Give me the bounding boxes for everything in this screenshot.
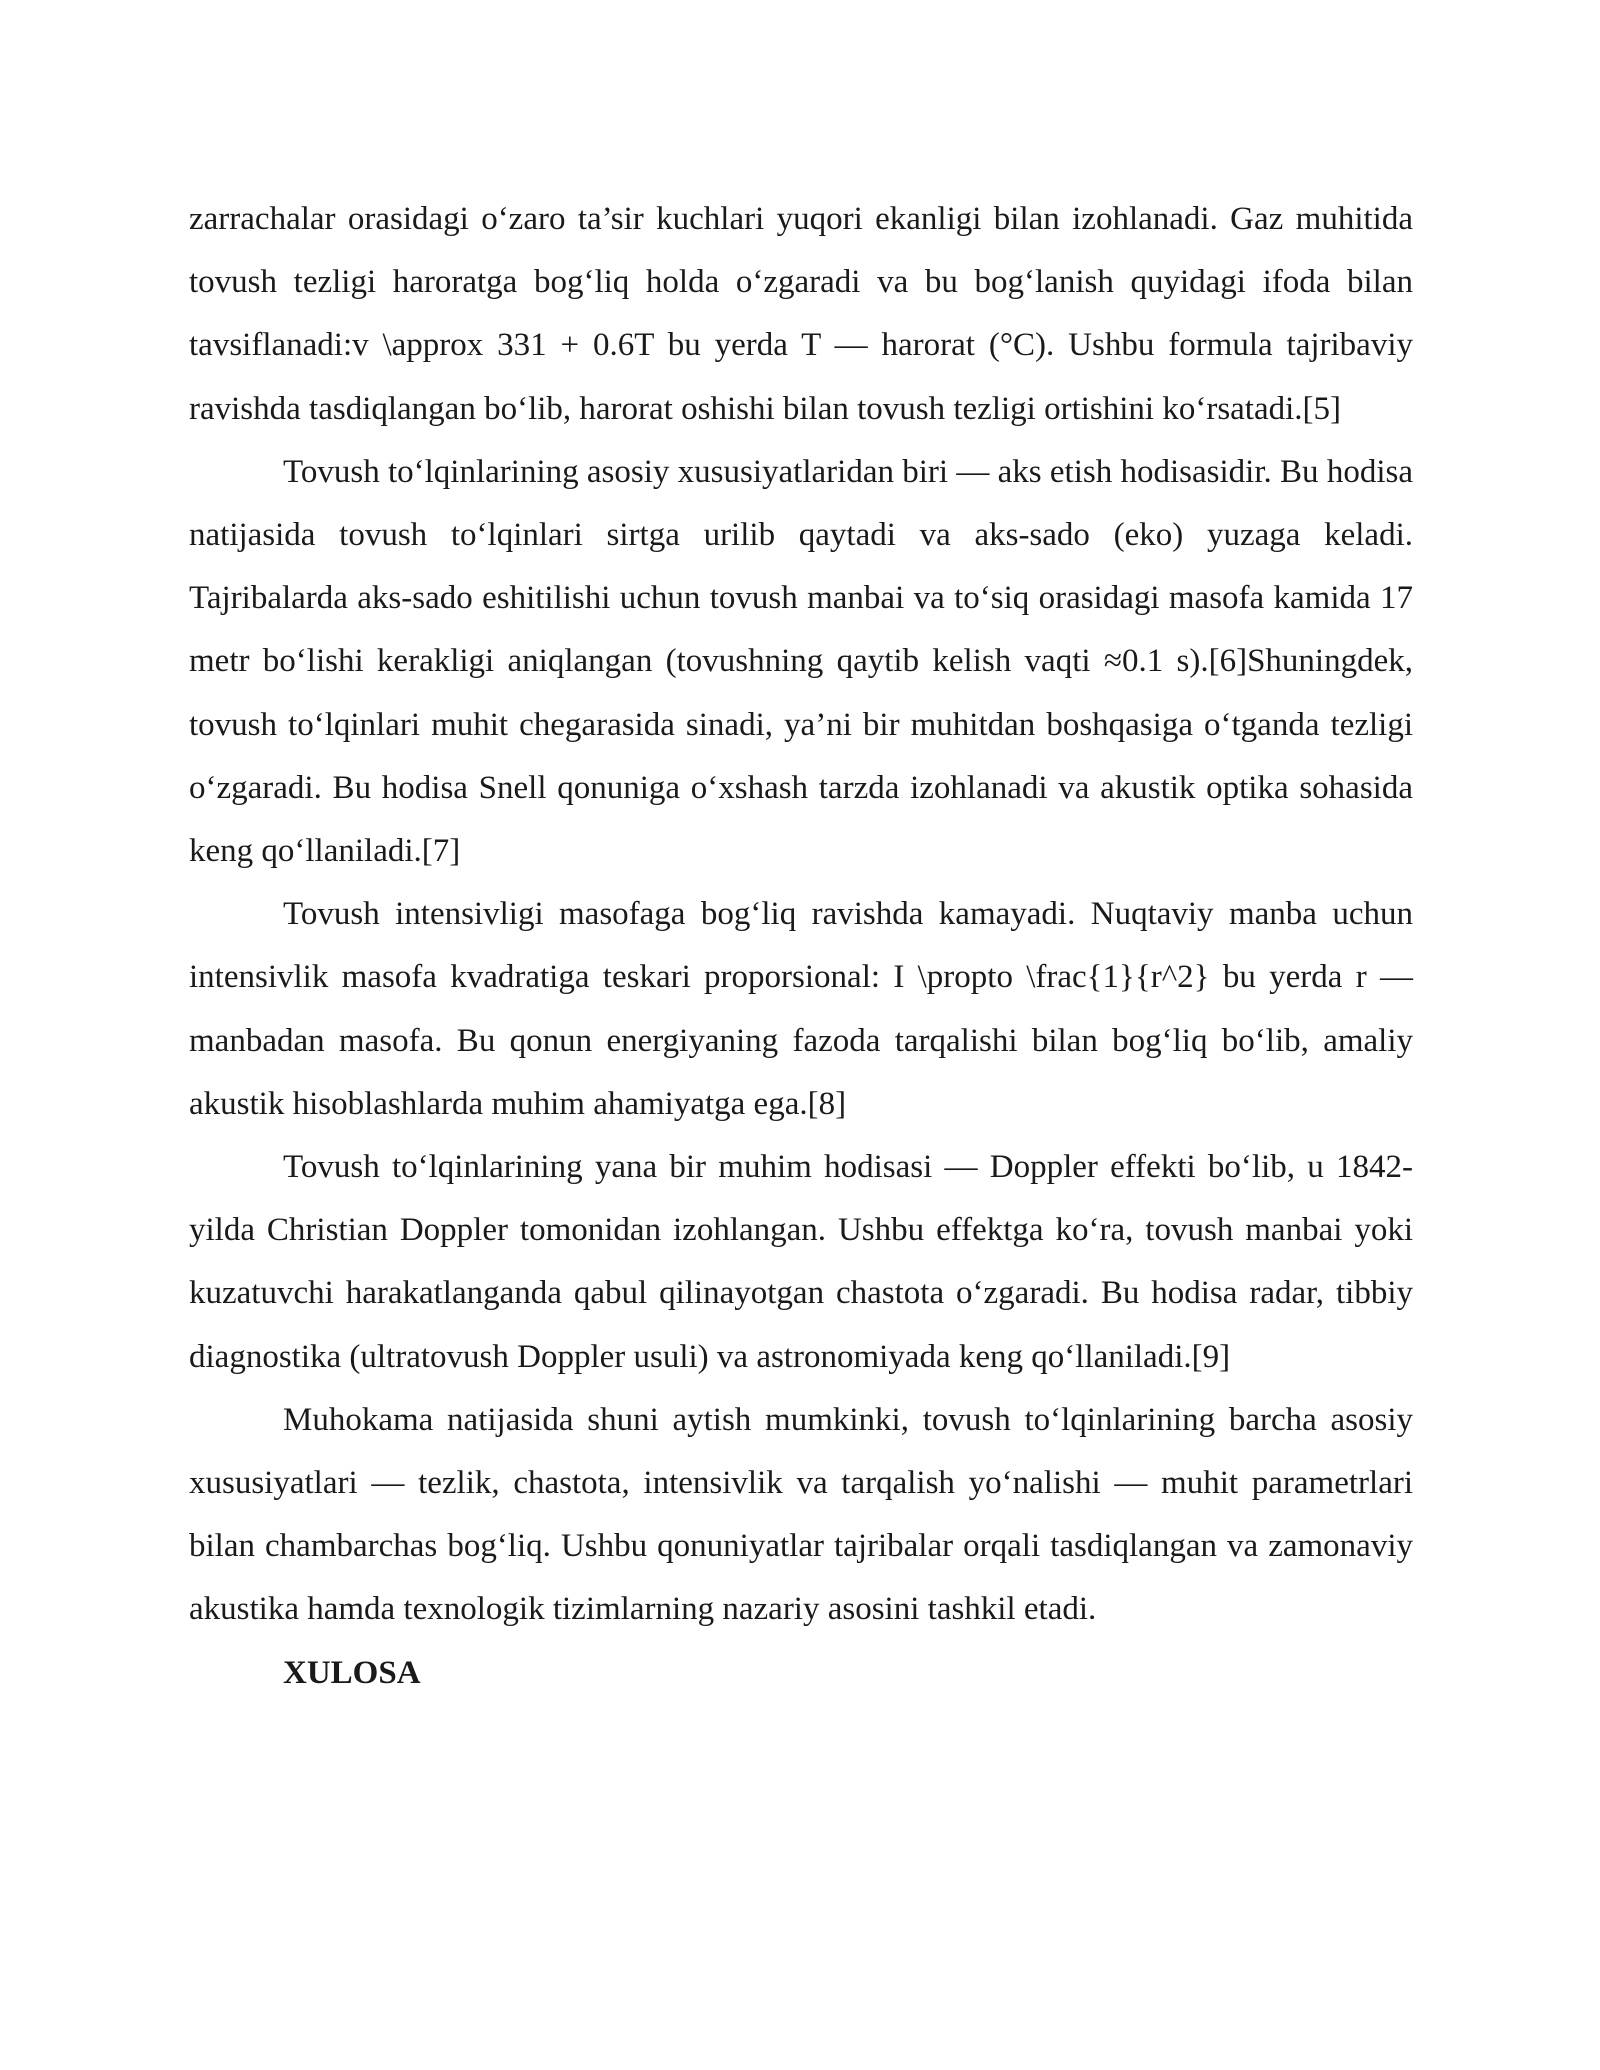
paragraph-doppler: Tovush to‘lqinlarining yana bir muhim hodisasi — Doppler effekti bo‘lib, u 1842-yilda Christian Doppler tomonidan izohlangan. Ushbu effektga ko‘ra, tovush manbai yoki kuzatuvchi harakatlanganda qabul qilinayotgan chastota o‘zgaradi. Bu hodisa radar, tibbiy diagnostika (ultratovush Doppler usuli) va astronomiyada keng qo‘llaniladi.[9]	[189, 1149, 1413, 1375]
document-page	[189, 188, 1413, 1705]
paragraph-speed-of-sound: zarrachalar orasidagi o‘zaro ta’sir kuchlari yuqori ekanligi bilan izohlanadi. Gaz muhitida tovush tezligi haroratga bog‘liq holda o‘zgaradi va bu bog‘lanish quyidagi ifoda bilan tavsiflanadi:v \approx 331 + 0.6T bu yerda T — harorat (°C). Ushbu formula tajribaviy ravishda tasdiqlangan bo‘lib, harorat oshishi bilan tovush tezligi ortishini ko‘rsatadi.[5]	[189, 201, 1413, 427]
paragraph-reflection: Tovush to‘lqinlarining asosiy xususiyatlaridan biri — aks etish hodisasidir. Bu hodisa natijasida tovush to‘lqinlari sirtga urilib qaytadi va aks-sado (eko) yuzaga keladi. Tajribalarda aks-sado eshitilishi uchun tovush manbai va to‘siq orasidagi masofa kamida 17 metr bo‘lishi kerakligi aniqlangan (tovushning qaytib kelish vaqti ≈0.1 s).[6]Shuningdek, tovush to‘lqinlari muhit chegarasida sinadi, ya’ni bir muhitdan boshqasiga o‘tganda tezligi o‘zgaradi. Bu hodisa Snell qonuniga o‘xshash tarzda izohlanadi va akustik optika sohasida keng qo‘llaniladi.[7]	[189, 453, 1413, 870]
paragraph-discussion-summary: Muhokama natijasida shuni aytish mumkinki, tovush to‘lqinlarining barcha asosiy xususiyatlari — tezlik, chastota, intensivlik va tarqalish yo‘nalishi — muhit parametrlari bilan chambarchas bog‘liq. Ushbu qonuniyatlar tajribalar orqali tasdiqlangan va zamonaviy akustika hamda texnologik tizimlarning nazariy asosini tashkil etadi.	[189, 1401, 1413, 1628]
section-heading-conclusion: XULOSA	[283, 1654, 421, 1691]
paragraph-intensity: Tovush intensivligi masofaga bog‘liq ravishda kamayadi. Nuqtaviy manba uchun intensivlik masofa kvadratiga teskari proporsional: I \propto \frac{1}{r^2} bu yerda r — manbadan masofa. Bu qonun energiyaning fazoda tarqalishi bilan bog‘liq bo‘lib, amaliy akustik hisoblashlarda muhim ahamiyatga ega.[8]	[189, 896, 1413, 1122]
